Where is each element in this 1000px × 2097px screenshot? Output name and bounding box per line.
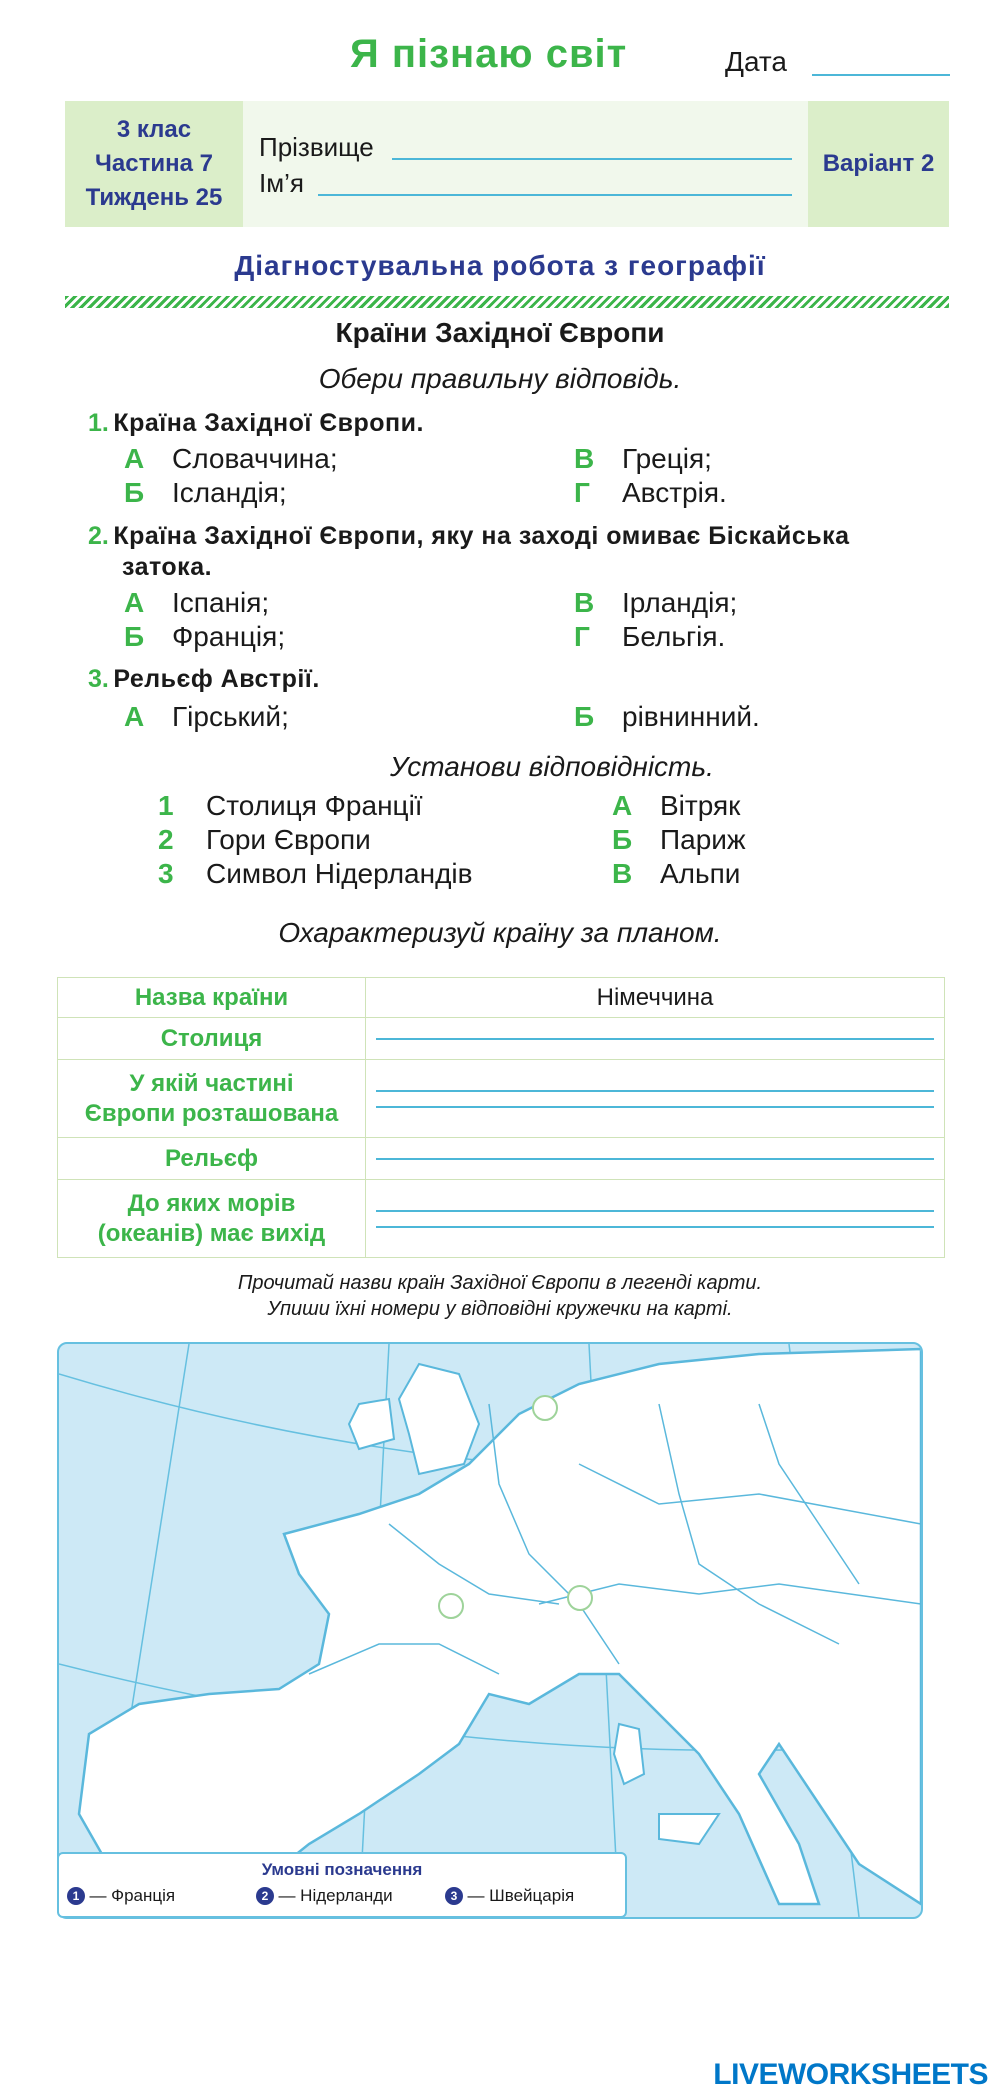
- name-label: Ім’я: [259, 168, 304, 198]
- question-text: Країна Західної Європи, яку на заході омиває Біскайська: [113, 522, 850, 550]
- match-right-a[interactable]: А Вітряк: [612, 790, 741, 821]
- q1-option-b[interactable]: Б Ісландія;: [124, 477, 287, 508]
- worksheet-title: Я пізнаю світ: [350, 32, 628, 76]
- match-left-1[interactable]: 1 Столиця Франції: [158, 790, 423, 821]
- match-left-2[interactable]: 2 Гори Європи: [158, 824, 371, 855]
- liveworksheets-logo: LIVEWORKSHEETS: [713, 2058, 988, 2091]
- question-3: [88, 665, 320, 694]
- q3-option-b[interactable]: Б рівнинний.: [574, 701, 760, 732]
- section3-instruction: Охарактеризуй країну за планом.: [278, 917, 722, 948]
- number-badge: 3: [445, 1887, 463, 1905]
- question-text: Рельєф Австрії.: [113, 665, 320, 693]
- worksheet-subtitle: Діагностувальна робота з географії: [234, 250, 766, 281]
- row-label: У якій частині Європи розташована: [58, 1060, 366, 1138]
- question-2: [88, 522, 850, 551]
- legend-item-3: 3 — Швейцарія: [445, 1886, 574, 1906]
- legend-item-2: 2 — Нідерланди: [256, 1886, 393, 1906]
- q1-option-a[interactable]: А Словаччина;: [124, 443, 338, 474]
- row-label: Назва країни: [58, 978, 366, 1018]
- section2-instruction: Установи відповідність.: [390, 751, 714, 782]
- class-label: 3 клас: [116, 116, 192, 143]
- legend-item-1: 1 — Франція: [67, 1886, 175, 1906]
- match-right-b[interactable]: Б Париж: [612, 824, 746, 855]
- table-row: [58, 1060, 945, 1138]
- q2-option-b[interactable]: Б Франція;: [124, 621, 286, 652]
- q2-option-g[interactable]: Г Бельгія.: [574, 621, 726, 652]
- seas-answer[interactable]: [366, 1180, 945, 1258]
- surname-label: Прізвище: [259, 132, 374, 162]
- legend-title: Умовні позначення: [261, 1860, 423, 1879]
- class-info: [65, 101, 243, 227]
- date-label: Дата: [725, 46, 788, 77]
- relief-answer[interactable]: [366, 1138, 945, 1180]
- map-instruction-line1: Прочитай назви країн Західної Європи в легенді карти.: [237, 1272, 763, 1294]
- date-field[interactable]: [812, 74, 950, 76]
- europe-outline-map: [57, 1342, 923, 1919]
- match-left-3[interactable]: 3 Символ Нідерландів: [158, 858, 473, 889]
- week-label: Тиждень 25: [85, 184, 223, 211]
- match-right-v[interactable]: В Альпи: [612, 858, 741, 889]
- row-label: Столиця: [58, 1018, 366, 1060]
- location-answer[interactable]: [366, 1060, 945, 1138]
- q1-option-g[interactable]: Г Австрія.: [574, 477, 727, 508]
- row-label: Рельєф: [58, 1138, 366, 1180]
- hatched-divider: [65, 296, 949, 308]
- map-graphic: [59, 1344, 921, 1917]
- number-badge: 2: [256, 1887, 274, 1905]
- table-row: [58, 1180, 945, 1258]
- q2-option-v[interactable]: В Ірландія;: [574, 587, 738, 618]
- answer-circle-switzerland[interactable]: [568, 1586, 592, 1610]
- q3-option-a[interactable]: А Гірський;: [124, 701, 289, 732]
- question-text: Країна Західної Європи.: [113, 409, 424, 437]
- question-number: 3.: [88, 665, 109, 693]
- number-badge: 1: [67, 1887, 85, 1905]
- country-profile-table: [57, 977, 945, 1258]
- variant-label: Варіант 2: [808, 101, 949, 227]
- map-instruction-line2: Упиши їхні номери у відповідні кружечки на карті.: [267, 1298, 733, 1320]
- country-name-value: Німеччина: [366, 978, 945, 1018]
- section1-instruction: Обери правильну відповідь.: [318, 363, 682, 394]
- row-label: До яких морів (океанів) має вихід: [58, 1180, 366, 1258]
- answer-circle-france[interactable]: [439, 1594, 463, 1618]
- question-number: 2.: [88, 522, 109, 550]
- capital-answer[interactable]: [366, 1018, 945, 1060]
- question-1: [88, 409, 424, 438]
- table-row: [58, 1018, 945, 1060]
- name-field[interactable]: [318, 194, 792, 196]
- surname-field[interactable]: [392, 158, 792, 160]
- answer-circle-netherlands[interactable]: [533, 1396, 557, 1420]
- part-label: Частина 7: [95, 150, 213, 177]
- question-number: 1.: [88, 409, 109, 437]
- table-row: [58, 978, 945, 1018]
- q2-option-a[interactable]: А Іспанія;: [124, 587, 270, 618]
- table-row: [58, 1138, 945, 1180]
- topic-heading: Країни Західної Європи: [335, 317, 665, 348]
- question-text-cont: затока.: [122, 553, 213, 581]
- q1-option-v[interactable]: В Греція;: [574, 443, 712, 474]
- map-legend: [57, 1852, 627, 1918]
